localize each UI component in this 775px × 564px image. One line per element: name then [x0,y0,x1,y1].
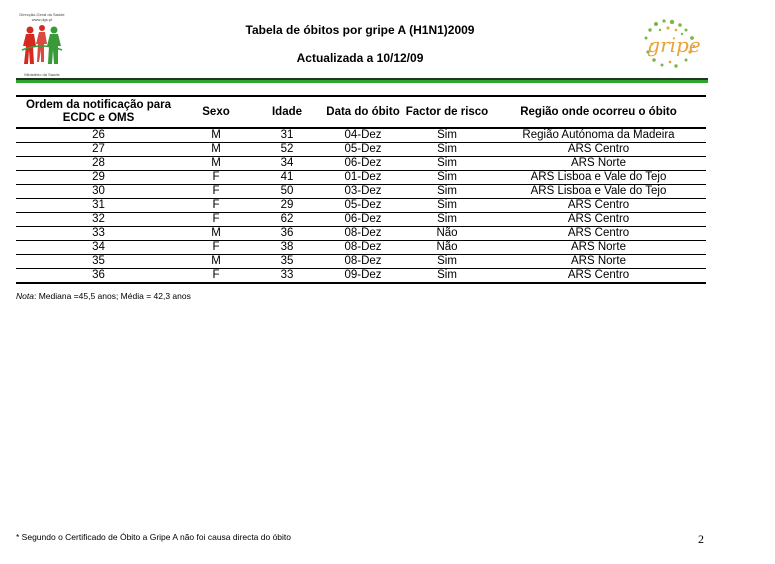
dgs-logo [18,12,66,78]
cell-date: 05-Dez [323,199,403,213]
note [16,291,191,301]
col-header-order: Ordem da notificação para ECDC e OMS [16,96,181,128]
dgs-org-line-2: www.dgs.pt [31,17,53,22]
cell-age: 52 [251,143,323,157]
cell-date: 08-Dez [323,227,403,241]
cell-order: 36 [16,269,181,284]
cell-order: 29 [16,171,181,185]
dgs-figures-icon [18,24,66,70]
col-header-risk: Factor de risco [403,96,491,128]
col-header-sex: Sexo [181,96,251,128]
cell-order: 32 [16,213,181,227]
cell-date: 04-Dez [323,128,403,143]
cell-region: ARS Centro [491,269,706,284]
cell-risk: Sim [403,128,491,143]
cell-sex: F [181,241,251,255]
cell-date: 05-Dez [323,143,403,157]
col-header-region: Região onde ocorreu o óbito [491,96,706,128]
header-rule-green [16,80,708,83]
cell-order: 30 [16,185,181,199]
cell-region: ARS Centro [491,199,706,213]
table-row [16,241,706,255]
cell-date: 08-Dez [323,241,403,255]
cell-sex: M [181,128,251,143]
cell-age: 50 [251,185,323,199]
cell-region: ARS Centro [491,213,706,227]
cell-sex: F [181,213,251,227]
cell-risk: Sim [403,269,491,284]
cell-region: ARS Norte [491,241,706,255]
cell-age: 62 [251,213,323,227]
page-title: Tabela de óbitos por gripe A (H1N1)2009 [245,23,475,37]
cell-age: 33 [251,269,323,284]
cell-sex: M [181,143,251,157]
cell-risk: Sim [403,143,491,157]
cell-region: ARS Centro [491,227,706,241]
table-row [16,157,706,171]
gripe-logo [636,16,706,72]
cell-order: 35 [16,255,181,269]
cell-region: ARS Lisboa e Vale do Tejo [491,171,706,185]
table-row [16,171,706,185]
cell-region: Região Autónoma da Madeira [491,128,706,143]
deaths-table [16,95,706,284]
cell-date: 08-Dez [323,255,403,269]
cell-risk: Sim [403,185,491,199]
gripe-logo-text: gripe [647,33,701,57]
cell-risk: Sim [403,199,491,213]
ministry-label: Ministério da Saúde [24,72,60,77]
cell-region: ARS Norte [491,157,706,171]
cell-risk: Sim [403,171,491,185]
table-row [16,269,706,284]
cell-order: 27 [16,143,181,157]
cell-order: 28 [16,157,181,171]
footnote: * Segundo o Certificado de Óbito a Gripe A não foi causa directa do óbito [16,532,292,542]
cell-age: 36 [251,227,323,241]
cell-age: 29 [251,199,323,213]
cell-order: 31 [16,199,181,213]
table-row [16,213,706,227]
table-header-row [16,96,706,128]
cell-region: ARS Norte [491,255,706,269]
cell-date: 09-Dez [323,269,403,284]
table-row [16,143,706,157]
cell-order: 26 [16,128,181,143]
dgs-org-line-1: Direcção-Geral da Saúde [19,12,65,17]
cell-risk: Sim [403,255,491,269]
cell-order: 33 [16,227,181,241]
cell-age: 34 [251,157,323,171]
note-text: : Mediana =45,5 anos; Média = 42,3 anos [33,291,191,301]
cell-sex: M [181,255,251,269]
cell-date: 06-Dez [323,157,403,171]
cell-age: 31 [251,128,323,143]
note-label: Nota [16,291,34,301]
cell-sex: M [181,227,251,241]
page-number: 2 [698,532,704,546]
cell-date: 03-Dez [323,185,403,199]
cell-risk: Não [403,241,491,255]
cell-age: 41 [251,171,323,185]
cell-sex: F [181,171,251,185]
table-row [16,185,706,199]
col-header-date: Data do óbito [323,96,403,128]
cell-risk: Sim [403,157,491,171]
cell-region: ARS Centro [491,143,706,157]
cell-age: 38 [251,241,323,255]
col-header-age: Idade [251,96,323,128]
cell-risk: Não [403,227,491,241]
cell-order: 34 [16,241,181,255]
cell-sex: F [181,185,251,199]
table-row [16,199,706,213]
cell-age: 35 [251,255,323,269]
cell-sex: M [181,157,251,171]
table-row [16,255,706,269]
page-subtitle: Actualizada a 10/12/09 [296,51,424,65]
table-row [16,227,706,241]
cell-risk: Sim [403,213,491,227]
cell-date: 06-Dez [323,213,403,227]
cell-sex: F [181,269,251,284]
table-body [16,128,706,283]
cell-sex: F [181,199,251,213]
table-row [16,128,706,143]
cell-region: ARS Lisboa e Vale do Tejo [491,185,706,199]
cell-date: 01-Dez [323,171,403,185]
